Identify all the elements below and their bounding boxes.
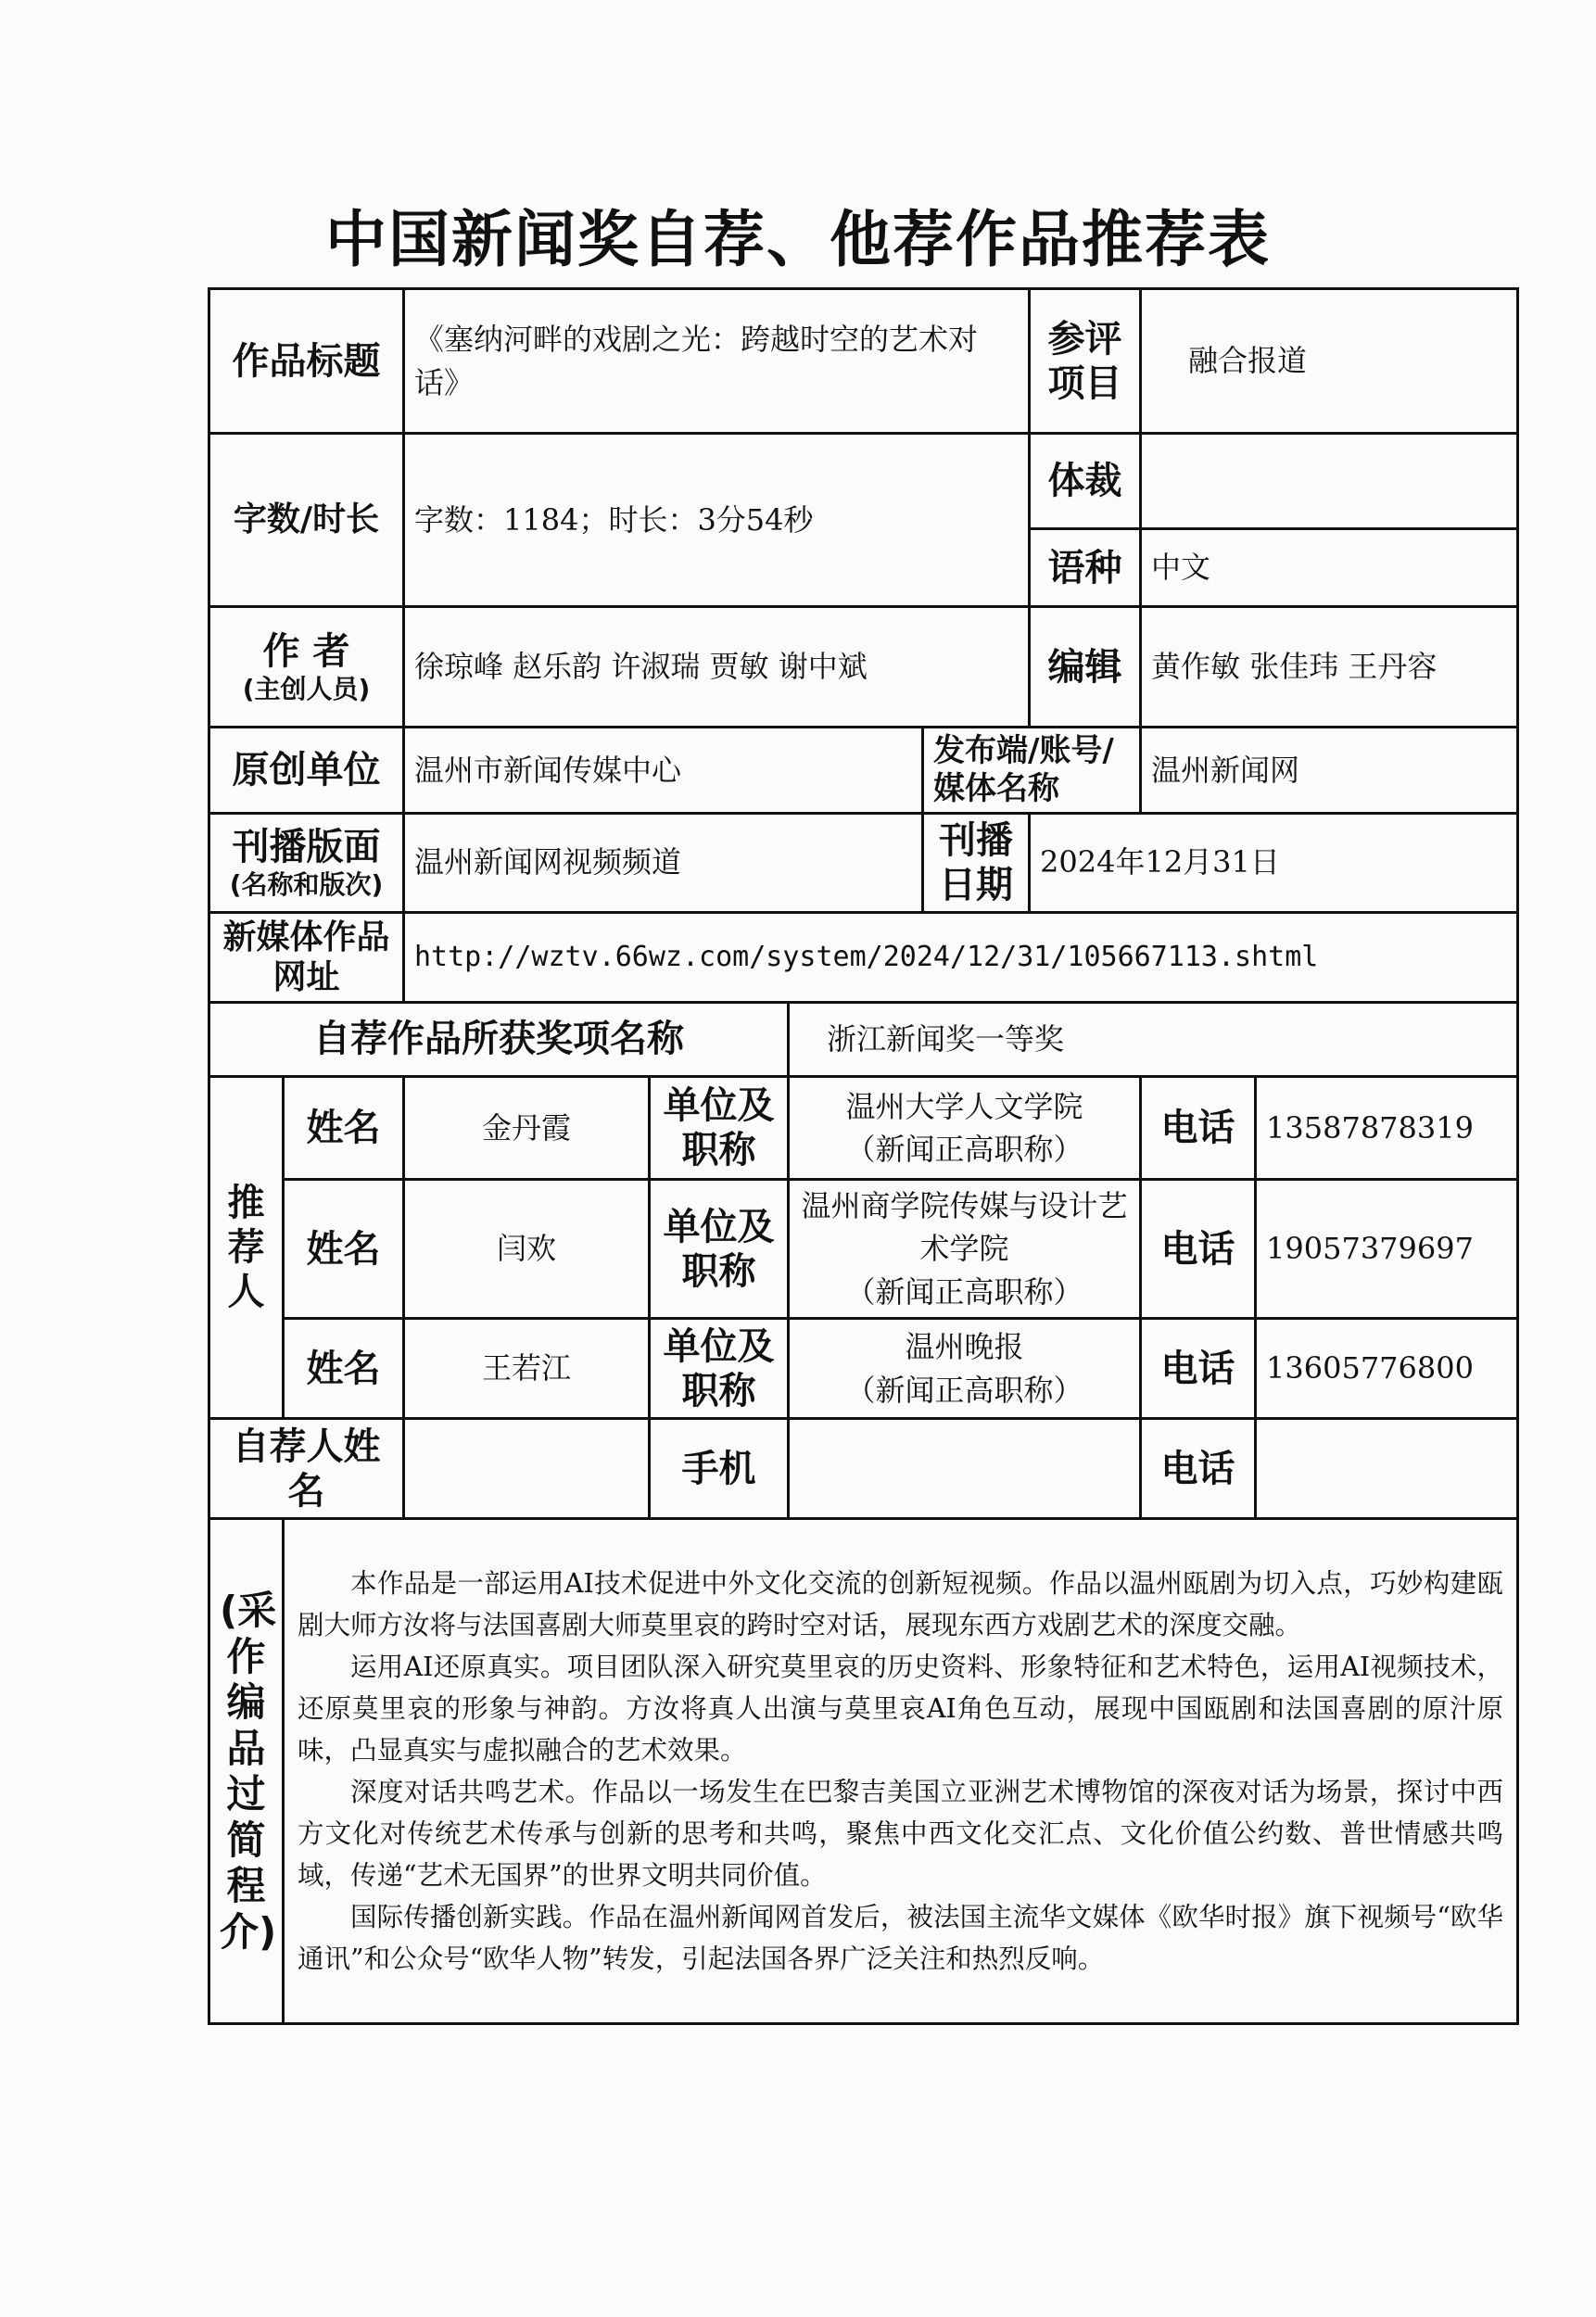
edition-value: 温州新闻网视频频道	[404, 813, 923, 912]
work-title-label: 作品标题	[209, 289, 404, 434]
award-value: 浙江新闻奖一等奖	[789, 1002, 1518, 1076]
edition-label-sub: (名称和版次)	[229, 868, 384, 900]
publish-date-label: 刊播日期	[923, 813, 1030, 912]
self-phone-value	[1256, 1419, 1518, 1519]
genre-value	[1141, 434, 1518, 529]
page-title: 中国新闻奖自荐、他荐作品推荐表	[325, 204, 1271, 275]
rec2-phone: 19057379697	[1256, 1179, 1518, 1318]
rec2-unit	[789, 1179, 1141, 1318]
rec3-phone: 13605776800	[1256, 1319, 1518, 1419]
genre-label: 体裁	[1030, 434, 1141, 529]
rec2-name: 闫欢	[404, 1179, 650, 1318]
edition-label	[209, 813, 404, 912]
rec2-phone-label: 电话	[1141, 1179, 1256, 1318]
rec1-unit-label: 单位及职称	[650, 1076, 789, 1179]
original-unit-value: 温州市新闻传媒中心	[404, 728, 923, 814]
url-label: 新媒体作品网址	[209, 912, 404, 1002]
mobile-label: 手机	[650, 1419, 789, 1519]
rec1-unit	[789, 1076, 1141, 1179]
editors-value: 黄作敏 张佳玮 王丹容	[1141, 607, 1518, 728]
rec3-unit	[789, 1319, 1141, 1419]
process-body	[284, 1519, 1518, 2024]
rec2-unit-title: （新闻正高职称）	[845, 1273, 1083, 1310]
publish-date-value: 2024年12月31日	[1030, 813, 1518, 912]
author-label	[209, 607, 404, 728]
url-value: http://wztv.66wz.com/system/2024/12/31/105667113.shtml	[404, 912, 1518, 1002]
rec1-name-label: 姓名	[284, 1076, 404, 1179]
process-label: (采作编品过简程介)	[209, 1519, 284, 2024]
rec2-name-label: 姓名	[284, 1179, 404, 1318]
edition-label-text: 刊播版面	[232, 825, 381, 868]
self-name-label: 自荐人姓名	[209, 1419, 404, 1519]
rec3-name: 王若江	[404, 1319, 650, 1419]
self-name-value	[404, 1419, 650, 1519]
language-value: 中文	[1141, 529, 1518, 607]
category-value: 融合报道	[1141, 289, 1518, 434]
rec3-name-label: 姓名	[284, 1319, 404, 1419]
rec3-unit-label: 单位及职称	[650, 1319, 789, 1419]
rec3-unit-title: （新闻正高职称）	[845, 1372, 1083, 1408]
mobile-value	[789, 1419, 1141, 1519]
rec1-name: 金丹霞	[404, 1076, 650, 1179]
original-unit-label: 原创单位	[209, 728, 404, 814]
recommendation-form	[208, 287, 1519, 2025]
rec3-phone-label: 电话	[1141, 1319, 1256, 1419]
process-paragraph: 深度对话共鸣艺术。作品以一场发生在巴黎吉美国立亚洲艺术博物馆的深夜对话为场景，探讨中西方文化对传统艺术传承与创新的思考和共鸣，聚焦中西文化交汇点、文化价值公约数、普世情感共鸣域，传递“艺术无国界”的世界文明共同价值。	[298, 1777, 1504, 1892]
category-label: 参评项目	[1030, 289, 1141, 434]
word-count-label: 字数/时长	[209, 434, 404, 607]
process-paragraph: 国际传播创新实践。作品在温州新闻网首发后，被法国主流华文媒体《欧华时报》旗下视频号“欧华通讯”和公众号“欧华人物”转发，引起法国各界广泛关注和热烈反响。	[298, 1902, 1504, 1975]
language-label: 语种	[1030, 529, 1141, 607]
publisher-value: 温州新闻网	[1141, 728, 1518, 814]
rec1-phone: 13587878319	[1256, 1076, 1518, 1179]
rec2-unit-name: 温州商学院传媒与设计艺术学院	[801, 1187, 1128, 1267]
rec1-unit-name: 温州大学人文学院	[845, 1088, 1083, 1124]
rec3-unit-name: 温州晚报	[905, 1329, 1024, 1365]
rec1-phone-label: 电话	[1141, 1076, 1256, 1179]
authors-value: 徐琼峰 赵乐韵 许淑瑞 贾敏 谢中斌	[404, 607, 1030, 728]
work-title-value: 《塞纳河畔的戏剧之光：跨越时空的艺术对话》	[404, 289, 1030, 434]
editor-label: 编辑	[1030, 607, 1141, 728]
award-label: 自荐作品所获奖项名称	[209, 1002, 789, 1076]
publisher-label: 发布端/账号/媒体名称	[923, 728, 1141, 814]
word-count-value: 字数：1184；时长：3分54秒	[404, 434, 1030, 607]
self-phone-label: 电话	[1141, 1419, 1256, 1519]
rec1-unit-title: （新闻正高职称）	[845, 1131, 1083, 1167]
recommender-label: 推荐人	[209, 1076, 284, 1418]
author-label-text: 作 者	[262, 629, 350, 673]
process-paragraph: 本作品是一部运用AI技术促进中外文化交流的创新短视频。作品以温州瓯剧为切入点，巧妙构建瓯剧大师方汝将与法国喜剧大师莫里哀的跨时空对话，展现东西方戏剧艺术的深度交融。	[298, 1568, 1504, 1641]
process-paragraph: 运用AI还原真实。项目团队深入研究莫里哀的历史资料、形象特征和艺术特色，运用AI视频技术，还原莫里哀的形象与神韵。方汝将真人出演与莫里哀AI角色互动，展现中国瓯剧和法国喜剧的原汁原味，凸显真实与虚拟融合的艺术效果。	[298, 1652, 1504, 1766]
author-label-sub: (主创人员)	[242, 673, 371, 704]
rec2-unit-label: 单位及职称	[650, 1179, 789, 1318]
